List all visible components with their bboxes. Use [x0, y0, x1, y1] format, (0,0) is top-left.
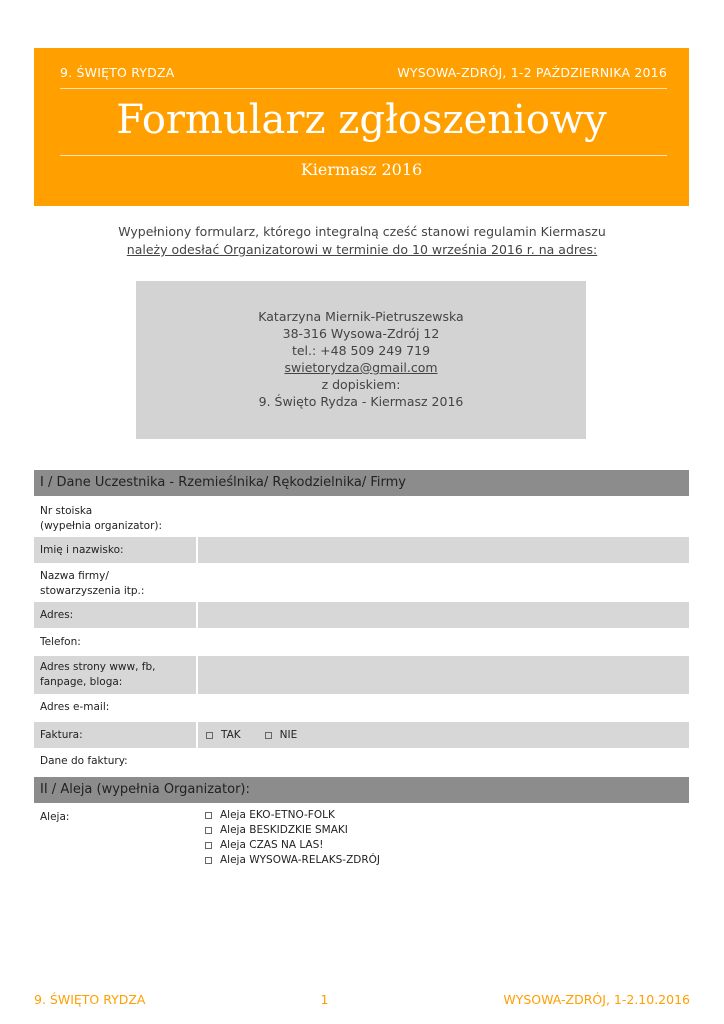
checkbox-icon[interactable] [265, 732, 272, 739]
form-row-website [34, 656, 689, 694]
field-label: Adres: [34, 602, 198, 628]
form-row-company [34, 565, 689, 601]
full-name-field[interactable] [198, 537, 689, 563]
address-street: 38-316 Wysowa-Zdrój 12 [282, 326, 440, 341]
checkbox-icon[interactable] [206, 732, 213, 739]
address-phone: tel.: +48 509 249 719 [291, 343, 431, 358]
banner-divider-top [60, 88, 667, 89]
field-label: Faktura: [34, 722, 198, 748]
form-title: Formularz zgłoszeniowy [116, 97, 607, 143]
checkbox-icon[interactable] [205, 857, 212, 864]
field-label: Imię i nazwisko: [34, 537, 198, 563]
address-note: 9. Święto Rydza - Kiermasz 2016 [258, 394, 464, 409]
footer-location-date: WYSOWA-ZDRÓJ, 1-2.10.2016 [503, 992, 690, 1007]
form-row-stand-number [34, 500, 689, 536]
field-label: Dane do faktury: [40, 755, 128, 767]
header-banner [34, 48, 689, 206]
event-location-date: WYSOWA-ZDRÓJ, 1-2 PAŹDZIERNIKA 2016 [397, 65, 667, 80]
intro-line-1: Wypełniony formularz, którego integralną cześć stanowi regulamin Kiermaszu [118, 224, 606, 239]
aleja-option[interactable]: Aleja WYSOWA-RELAKS-ZDRÓJ [205, 853, 380, 868]
form-row-invoice-data [34, 749, 689, 775]
form-row-email [34, 695, 689, 721]
address-field[interactable] [198, 602, 689, 628]
field-label: Aleja: [40, 811, 70, 823]
address-email-link[interactable]: swietorydza@gmail.com [284, 360, 438, 375]
page-number: 1 [320, 992, 329, 1007]
website-field[interactable] [198, 656, 689, 694]
field-label: Nr stoiska (wypełnia organizator): [40, 505, 163, 532]
form-subtitle: Kiermasz 2016 [300, 160, 423, 179]
aleja-option[interactable]: Aleja CZAS NA LAS! [205, 838, 380, 853]
aleja-option[interactable]: Aleja EKO-ETNO-FOLK [205, 808, 380, 823]
form-row-address [34, 602, 689, 628]
banner-top-line [60, 65, 667, 80]
checkbox-icon[interactable] [205, 812, 212, 819]
invoice-options [198, 722, 689, 748]
company-field[interactable] [198, 565, 689, 601]
field-label: Adres e-mail: [40, 701, 110, 713]
intro-text [0, 223, 724, 259]
event-name: 9. ŚWIĘTO RYDZA [60, 65, 175, 80]
section-1-header: I / Dane Uczestnika - Rzemieślnika/ Rękodzielnika/ Firmy [34, 470, 689, 496]
phone-field[interactable] [198, 629, 689, 655]
invoice-data-field[interactable] [198, 749, 689, 775]
address-note-label: z dopiskiem: [321, 377, 401, 392]
footer-event: 9. ŚWIĘTO RYDZA [34, 992, 146, 1007]
stand-number-field[interactable] [198, 500, 689, 536]
invoice-no-option[interactable]: NIE [265, 729, 298, 741]
field-label: Adres strony www, fb, fanpage, bloga: [34, 656, 198, 694]
intro-line-2: należy odesłać Organizatorowi w terminie do 10 września 2016 r. na adres: [126, 242, 598, 257]
aleja-options [205, 808, 380, 868]
form-row-invoice [34, 722, 689, 748]
address-box [136, 281, 586, 439]
form-row-full-name [34, 537, 689, 563]
invoice-yes-option[interactable]: TAK [206, 729, 241, 741]
aleja-option[interactable]: Aleja BESKIDZKIE SMAKI [205, 823, 380, 838]
email-field[interactable] [198, 695, 689, 721]
checkbox-icon[interactable] [205, 827, 212, 834]
checkbox-icon[interactable] [205, 842, 212, 849]
field-label: Telefon: [40, 636, 81, 648]
address-name: Katarzyna Miernik-Pietruszewska [258, 309, 464, 324]
form-row-phone [34, 629, 689, 655]
banner-divider-bottom [60, 155, 667, 156]
field-label: Nazwa firmy/ stowarzyszenia itp.: [40, 570, 145, 597]
section-2-header: II / Aleja (wypełnia Organizator): [34, 777, 689, 803]
page-footer [34, 992, 690, 1007]
